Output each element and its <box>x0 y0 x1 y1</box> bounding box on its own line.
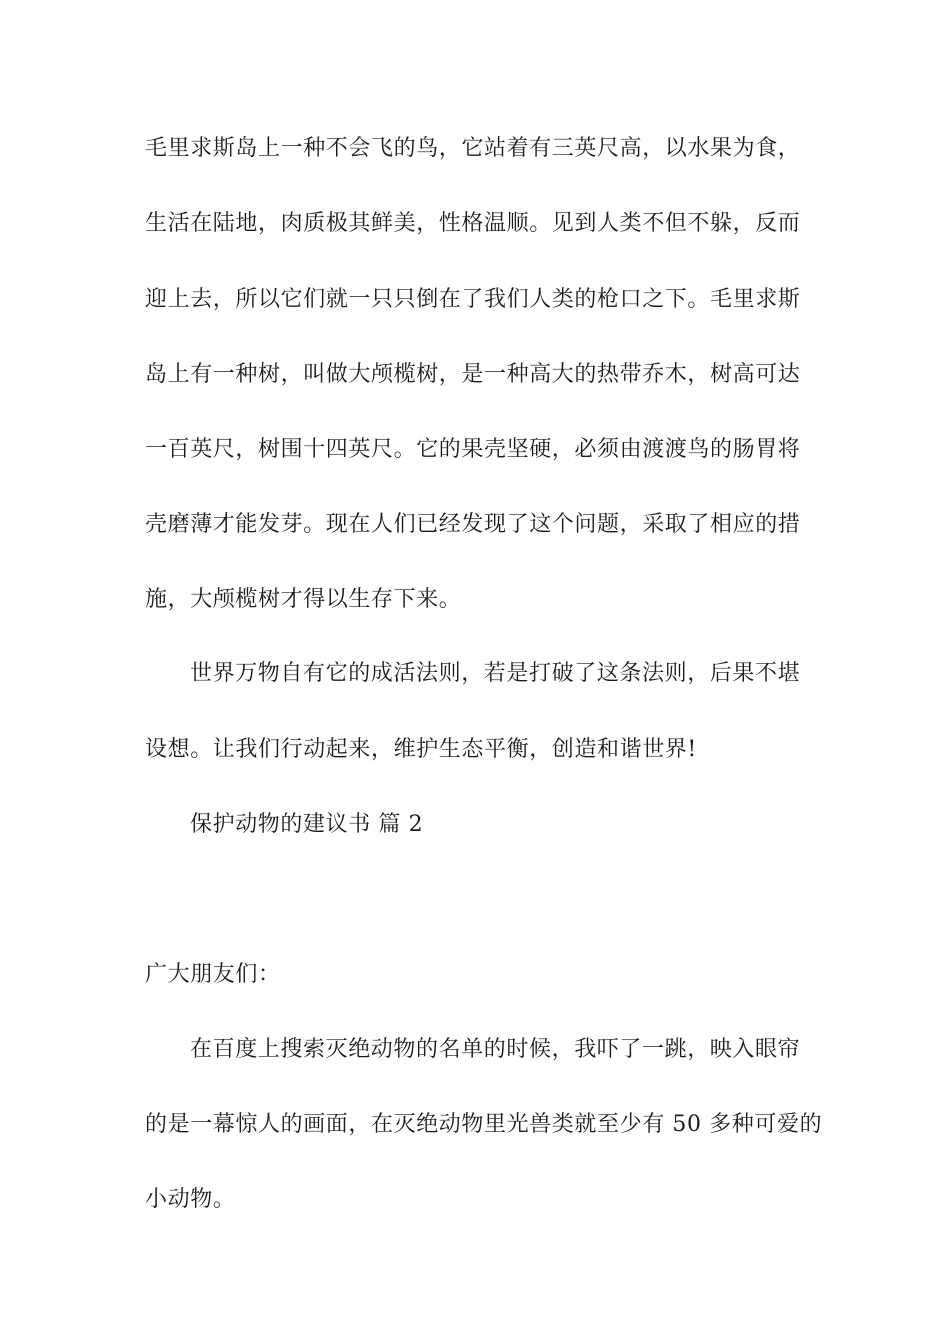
salutation: 广大朋友们： <box>145 962 281 987</box>
paragraph-line: 世界万物自有它的成活法则，若是打破了这条法则，后果不堪 <box>190 661 801 686</box>
paragraph-line: 岛上有一种树，叫做大颅榄树，是一种高大的热带乔木，树高可达 <box>145 362 801 387</box>
paragraph-line: 迎上去，所以它们就一只只倒在了我们人类的枪口之下。毛里求斯 <box>145 287 801 312</box>
paragraph-line: 一百英尺，树围十四英尺。它的果壳坚硬，必须由渡渡鸟的肠胃将 <box>145 437 801 462</box>
paragraph-line: 施，大颅榄树才得以生存下来。 <box>145 587 462 612</box>
paragraph-line: 的是一幕惊人的画面，在灭绝动物里光兽类就至少有 50 多种可爱的 <box>145 1112 823 1137</box>
paragraph-line: 在百度上搜索灭绝动物的名单的时候，我吓了一跳，映入眼帘 <box>190 1037 801 1062</box>
paragraph-line: 设想。让我们行动起来，维护生态平衡，创造和谐世界! <box>145 737 697 762</box>
paragraph-line: 毛里求斯岛上一种不会飞的鸟，它站着有三英尺高，以水果为食， <box>145 136 801 161</box>
paragraph-line: 壳磨薄才能发芽。现在人们已经发现了这个问题，采取了相应的措 <box>145 512 801 537</box>
paragraph-line: 生活在陆地，肉质极其鲜美，性格温顺。见到人类不但不躲，反而 <box>145 211 801 236</box>
paragraph-line: 小动物。 <box>145 1187 236 1212</box>
section-heading: 保护动物的建议书 篇 2 <box>190 812 424 837</box>
